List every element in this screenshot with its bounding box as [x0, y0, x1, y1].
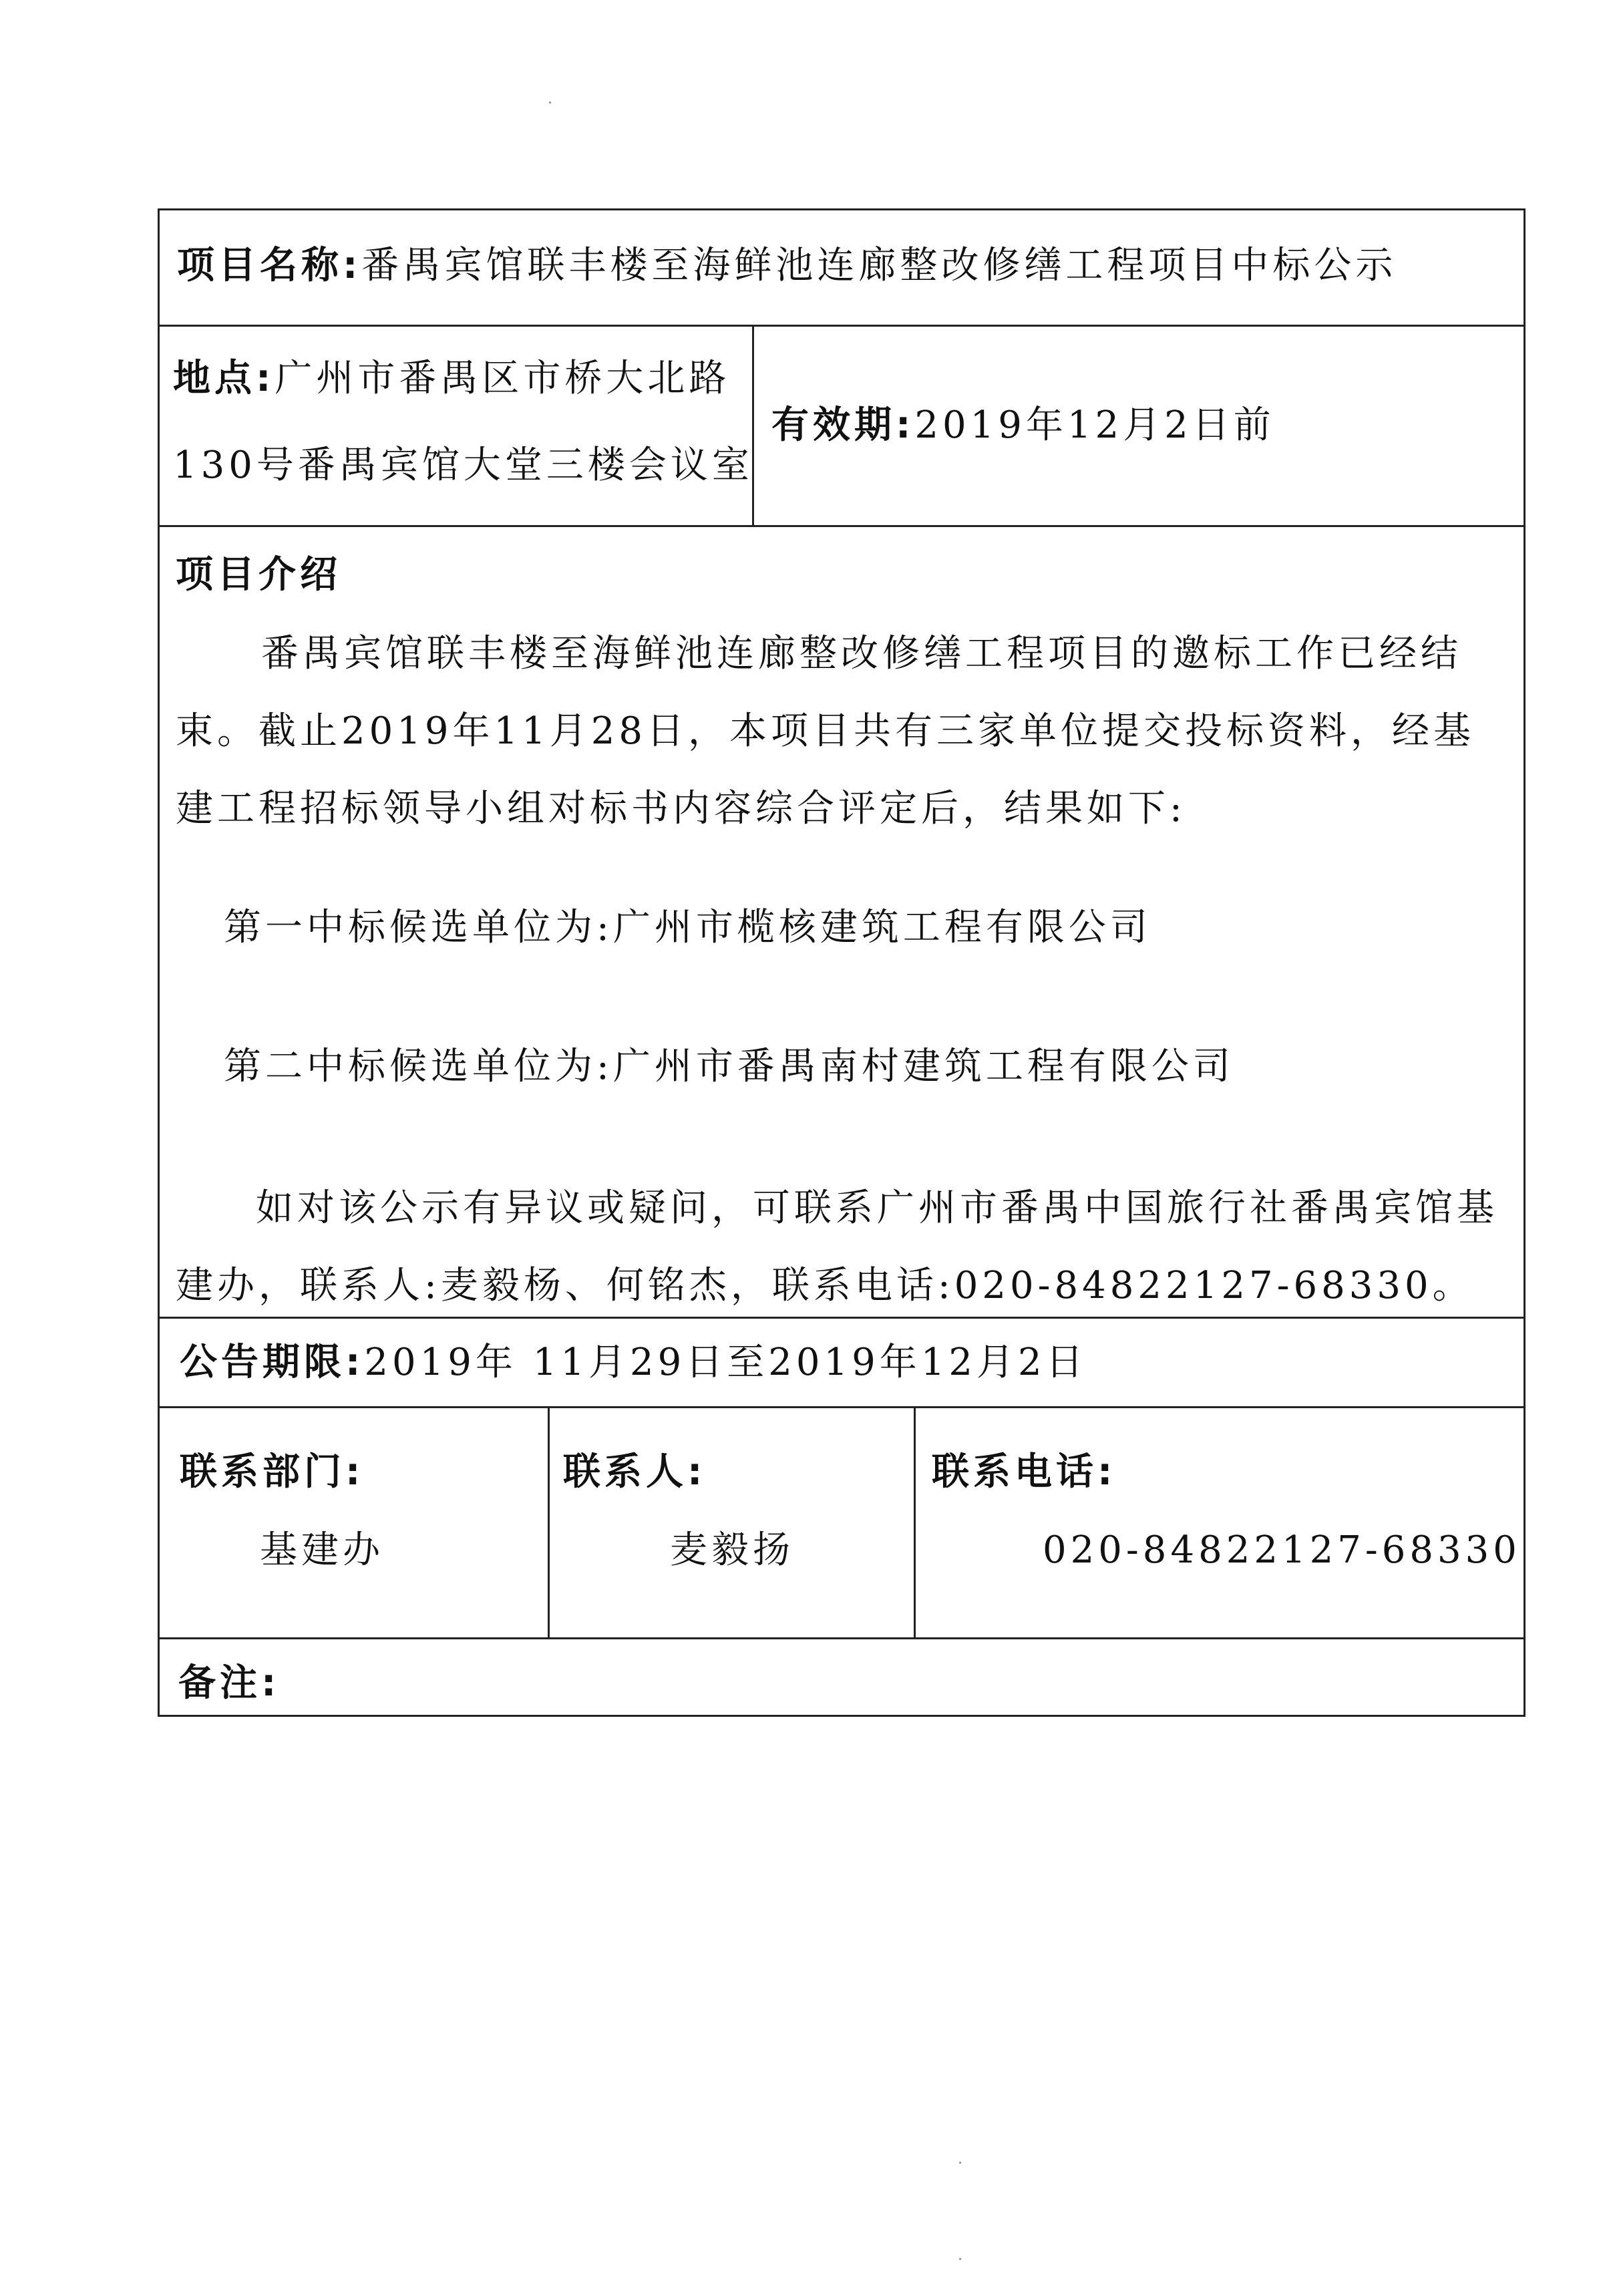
validity-cell — [754, 327, 1526, 525]
department-cell — [160, 1408, 550, 1637]
contact-note: 如对该公示有异议或疑问，可联系广州市番禺中国旅行社番禺宾馆基建办，联系人:麦毅杨、何铭杰，联系电话:020-84822127-68330。 — [176, 1186, 1498, 1307]
notice-period-field — [180, 1341, 1087, 1384]
validity-field — [771, 403, 1275, 447]
notice-period-value: 2019年 11月29日至2019年12月2日 — [364, 1341, 1087, 1384]
contacts-row — [160, 1408, 1524, 1639]
project-name-value: 番禺宾馆联丰楼至海鲜池连廊整改修缮工程项目中标公示 — [361, 244, 1397, 287]
validity-label: 有效期: — [771, 403, 915, 447]
remarks-label: 备注: — [178, 1661, 281, 1705]
location-label: 地点: — [173, 357, 275, 400]
location-line-1 — [173, 357, 731, 400]
contact-person-cell — [550, 1408, 916, 1637]
notice-period-label: 公告期限: — [180, 1341, 365, 1384]
department-value: 基建办 — [260, 1528, 384, 1572]
location-cell — [160, 327, 754, 525]
location-value-line-1: 广州市番禺区市桥大北路 — [275, 357, 731, 400]
first-candidate: 第一中标候选单位为:广州市榄核建筑工程有限公司 — [224, 906, 1151, 949]
department-label: 联系部门: — [180, 1450, 365, 1494]
contact-person-label: 联系人: — [563, 1450, 707, 1494]
project-name-label: 项目名称: — [177, 244, 362, 287]
validity-value: 2019年12月2日前 — [914, 403, 1275, 447]
bid-notice-table — [158, 208, 1526, 1717]
remarks-row — [160, 1639, 1524, 1715]
location-validity-row — [160, 327, 1524, 527]
intro-paragraph: 番禺宾馆联丰楼至海鲜池连廊整改修缮工程项目的邀标工作已经结束。截止2019年11月28日，本项目共有三家单位提交投标资料，经基建工程招标领导小组对标书内容综合评定后，结果如下: — [176, 632, 1475, 830]
contact-person-value: 麦毅扬 — [670, 1528, 794, 1572]
project-intro-row — [160, 527, 1524, 1319]
second-candidate: 第二中标候选单位为:广州市番禺南村建筑工程有限公司 — [224, 1045, 1234, 1088]
phone-label: 联系电话: — [932, 1450, 1117, 1494]
scan-speck — [549, 102, 551, 104]
scan-speck — [959, 2162, 961, 2164]
location-value-line-2: 130号番禺宾馆大堂三楼会议室 — [173, 444, 753, 487]
notice-period-row — [160, 1319, 1524, 1408]
phone-cell — [916, 1408, 1526, 1637]
phone-value: 020-84822127-68330 — [1043, 1528, 1521, 1572]
project-name-field — [177, 244, 1397, 287]
project-name-row — [160, 210, 1524, 327]
scan-speck — [959, 2258, 961, 2260]
intro-heading: 项目介绍 — [176, 553, 341, 597]
